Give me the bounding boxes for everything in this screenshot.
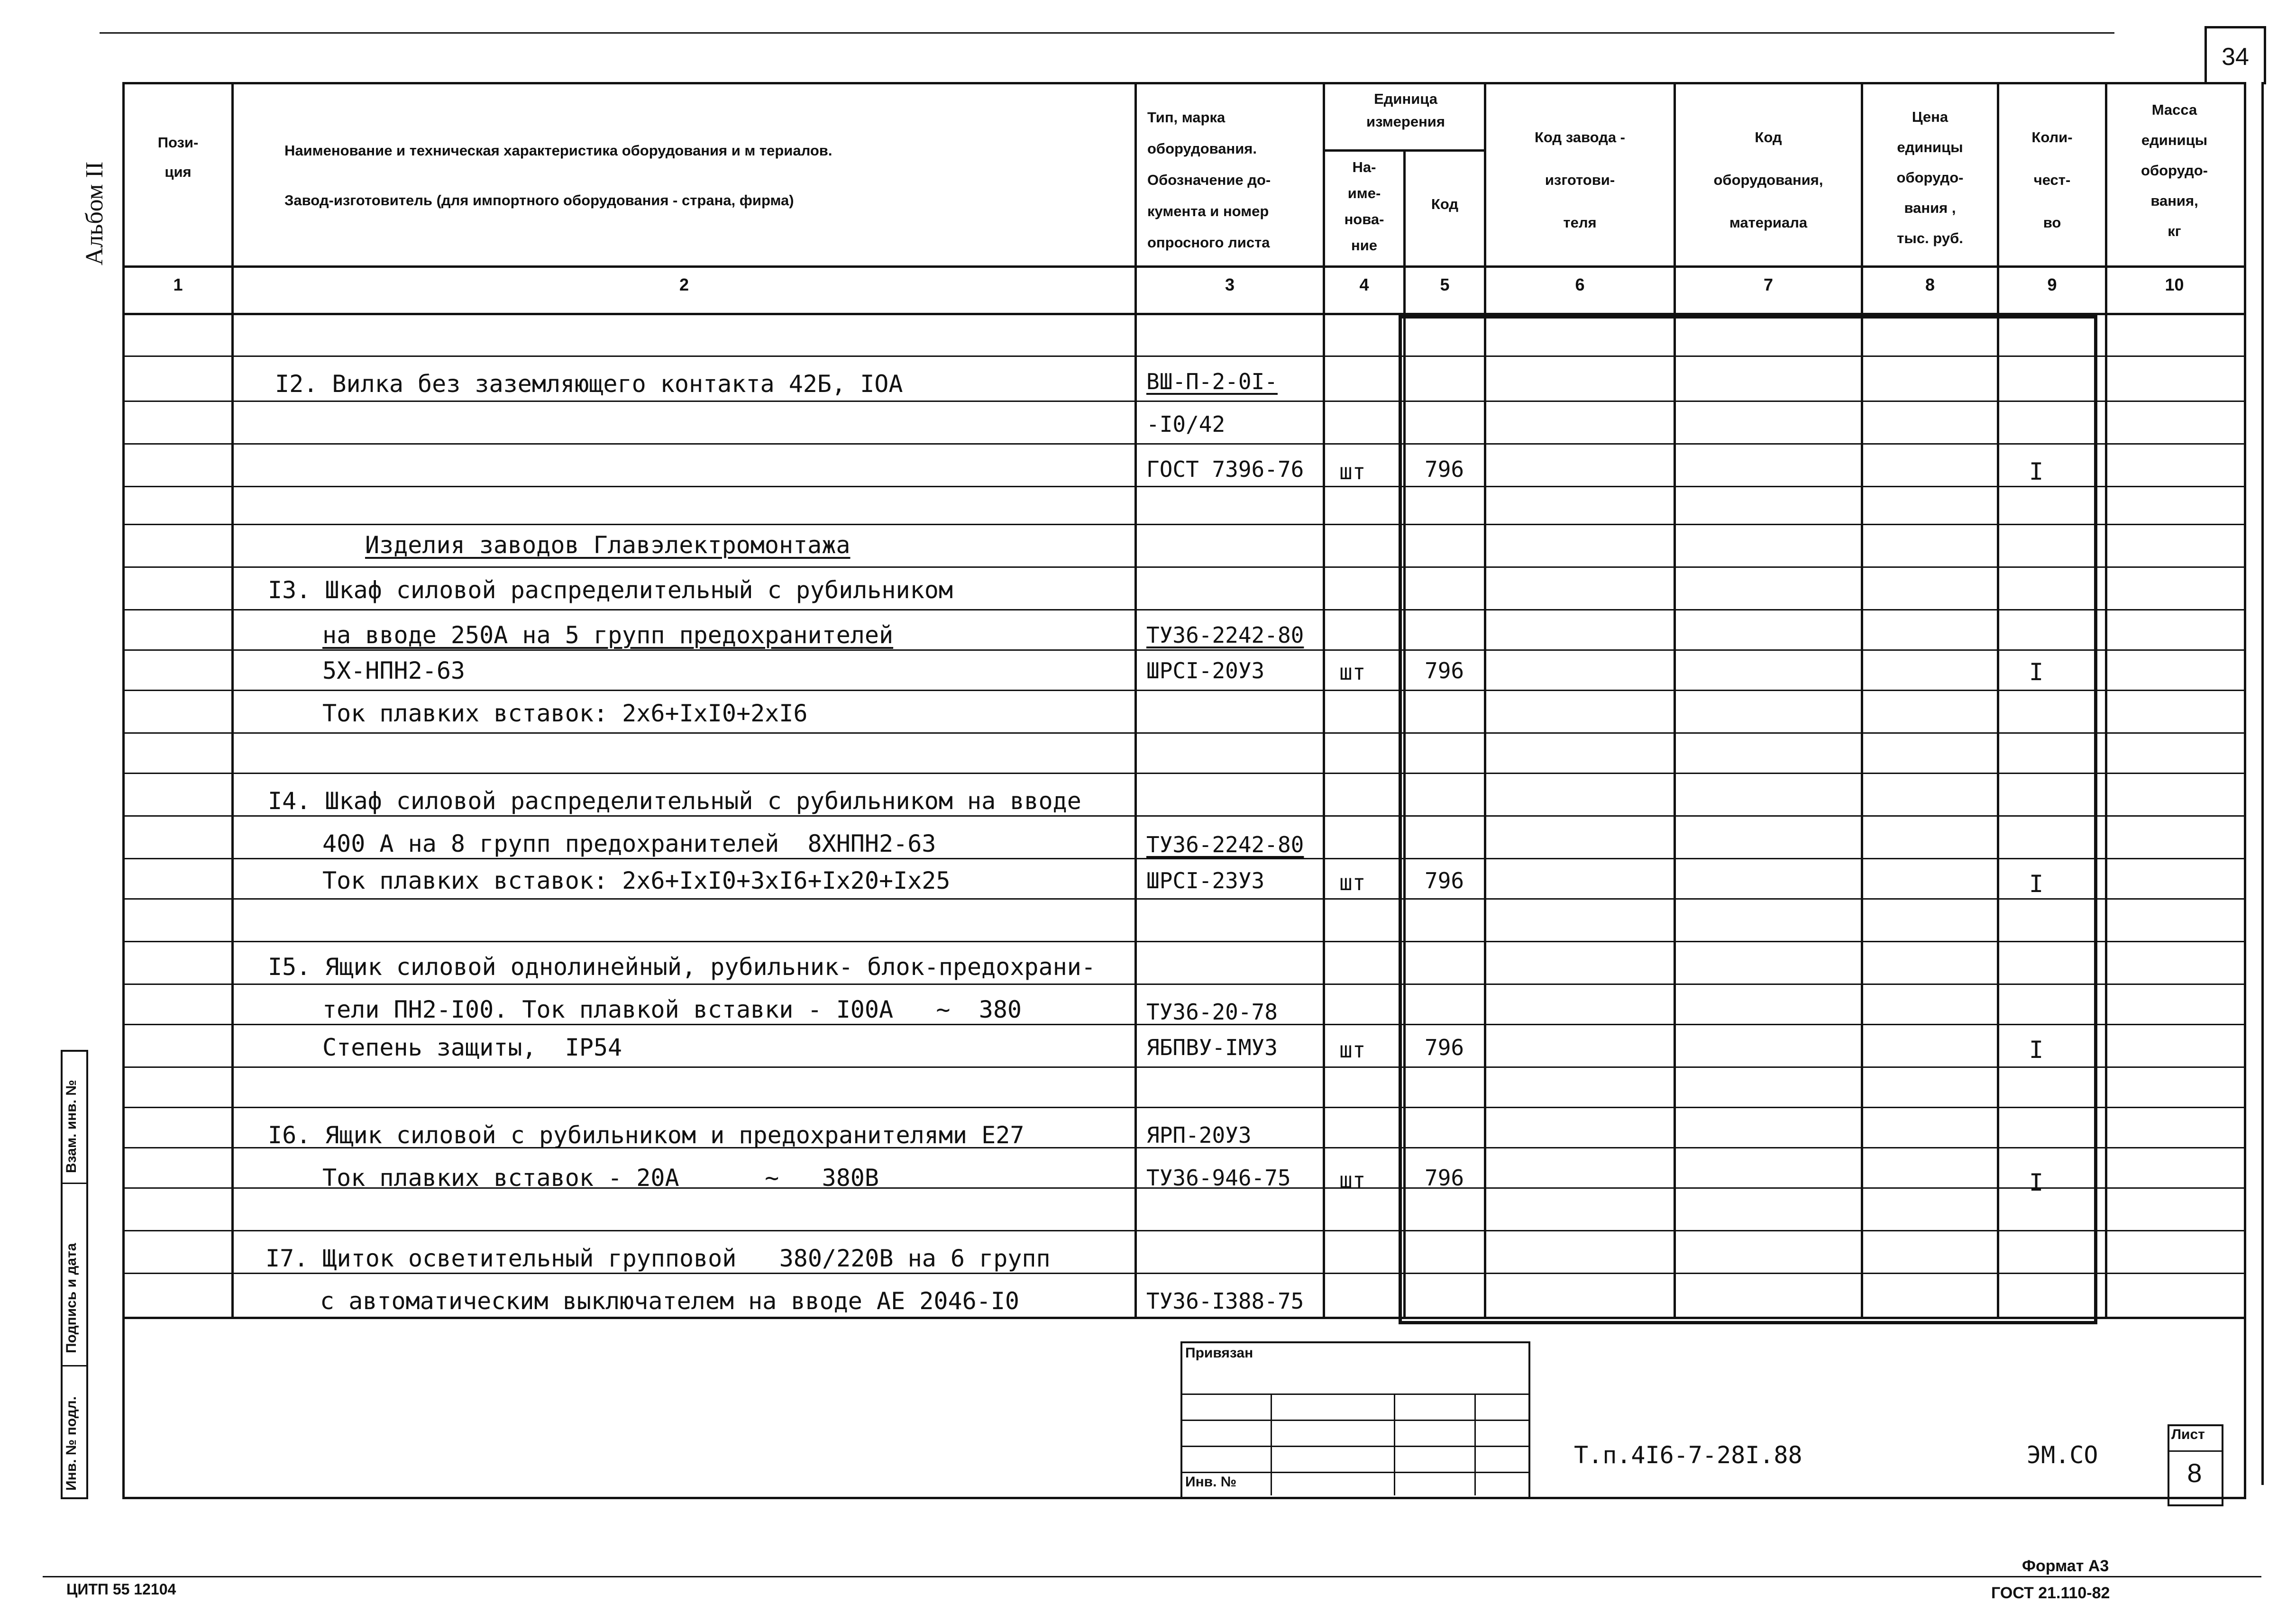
item-code: 796 — [1425, 1165, 1464, 1191]
header-price: Цена единицы оборудо- вания , тыс. руб. — [1896, 109, 1964, 246]
item-description: I7. Щиток осветительный групповой 380/220В на 6 групп — [265, 1245, 1051, 1272]
item-description: тели ПН2-I00. Ток плавкой вставки - I00А ~ 380 — [322, 996, 1022, 1023]
body-bottom — [122, 1317, 2244, 1319]
side-stamp-line — [61, 1183, 88, 1184]
col-line-9 — [2105, 82, 2107, 1317]
column-number: 7 — [1763, 275, 1774, 294]
title-block-vline — [1271, 1393, 1272, 1495]
item-description: Ток плавких вставок: 2х6+IхI0+3хI6+Iх20+Iх25 — [322, 867, 951, 894]
top-border-dashed — [100, 32, 2114, 34]
row-line — [122, 984, 2244, 985]
row-line — [122, 1230, 2244, 1231]
row-line — [122, 815, 2244, 817]
item-qty: I — [2029, 870, 2044, 898]
row-line — [122, 1273, 2244, 1274]
row-line — [122, 690, 2244, 691]
sheet-box-divider — [2168, 1450, 2222, 1452]
item-description: 5Х-НПН2-63 — [322, 657, 466, 684]
item-unit: шт — [1339, 459, 1366, 484]
item-description: 400 А на 8 групп предохранителей 8ХНПН2-63 — [322, 830, 936, 857]
sheet-label: Лист — [2171, 1427, 2205, 1442]
bottom-outer-border — [43, 1576, 2261, 1577]
item-type: ЯБПВУ-IМУ3 — [1146, 1035, 1278, 1060]
side-stamp-vzam: Взам. инв. № — [64, 1080, 79, 1173]
col-line-2 — [1134, 82, 1137, 1317]
column-number: 3 — [1225, 275, 1235, 294]
header-equipment-code: Код оборудования, материала — [1713, 129, 1823, 231]
item-type: ШРСI-20У3 — [1146, 658, 1265, 683]
right-outer-border — [2261, 82, 2264, 1485]
header-quantity: Коли- чест- во — [2031, 129, 2073, 231]
row-line — [122, 566, 2244, 568]
title-block-line — [1180, 1420, 1529, 1421]
item-description: I5. Ящик силовой однолинейный, рубильник- блок-предохрани- — [268, 953, 1096, 981]
unit-subheader-line — [1323, 149, 1486, 152]
item-type: ЯРП-20У3 — [1146, 1122, 1252, 1148]
page-number: 34 — [2222, 43, 2249, 71]
row-line — [122, 401, 2244, 402]
bold-box — [1399, 315, 2097, 1324]
section-heading: Изделия заводов Главэлектромонтажа — [365, 531, 851, 559]
item-code: 796 — [1425, 1035, 1464, 1060]
item-description: на вводе 250А на 5 групп предохранителей — [322, 621, 894, 649]
title-block-line — [1180, 1472, 1529, 1473]
item-unit: шт — [1339, 870, 1366, 895]
doc-section: ЭМ.СО — [2027, 1441, 2098, 1469]
header-unit-group: Единица измерения — [1366, 91, 1445, 130]
item-type: ТУ36-2242-80 — [1146, 832, 1304, 857]
citp-code: ЦИТП 55 12104 — [66, 1581, 176, 1598]
album-label: Альбом II — [81, 161, 108, 265]
column-number: 8 — [1925, 275, 1935, 294]
item-qty: I — [2029, 1036, 2044, 1064]
row-line — [122, 773, 2244, 774]
header-description: Наименование и техническая характеристика оборудования и м териалов. Завод-изготовитель (для импортного оборудования - страна, фирма) — [284, 142, 832, 209]
column-number: 9 — [2047, 275, 2057, 294]
header-divider — [122, 265, 2244, 268]
column-number: 1 — [173, 275, 183, 294]
side-stamp-line — [61, 1365, 88, 1366]
header-factory-code: Код завода - изготови- теля — [1534, 129, 1625, 231]
col-line-3 — [1323, 82, 1325, 1317]
item-type: ТУ36-946-75 — [1146, 1165, 1291, 1191]
title-block-vline — [1394, 1393, 1395, 1495]
item-code: 796 — [1425, 868, 1464, 893]
item-description: I6. Ящик силовой с рубильником и предохранителями Е27 — [268, 1121, 1025, 1149]
title-block-vline — [1474, 1393, 1476, 1495]
item-unit: шт — [1339, 1037, 1366, 1063]
item-description: I4. Шкаф силовой распределительный с рубильником на вводе — [268, 787, 1081, 815]
row-line — [122, 898, 2244, 900]
header-unit-code: Код — [1431, 196, 1459, 212]
column-number: 2 — [679, 275, 689, 294]
item-type: ТУ36-20-78 — [1146, 999, 1278, 1025]
item-description: I2. Вилка без заземляющего контакта 42Б, IОА — [275, 370, 903, 398]
row-line — [122, 732, 2244, 734]
item-unit: шт — [1339, 659, 1366, 685]
header-mass: Масса единицы оборудо- вания, кг — [2141, 101, 2208, 239]
gost-label: ГОСТ 21.110-82 — [1991, 1584, 2110, 1602]
item-type: -I0/42 — [1146, 411, 1226, 437]
privyazan-label: Привязан — [1185, 1345, 1253, 1361]
row-line — [122, 355, 2244, 357]
column-number: 10 — [2165, 275, 2184, 294]
item-description: Ток плавких вставок: 2х6+IхI0+2хI6 — [322, 700, 808, 727]
row-line — [122, 443, 2244, 445]
item-type: ТУ36-I388-75 — [1146, 1288, 1304, 1314]
column-number: 6 — [1575, 275, 1585, 294]
item-type: ТУ36-2242-80 — [1146, 622, 1304, 648]
side-stamp-signature: Подпись и дата — [64, 1243, 79, 1353]
row-line — [122, 1066, 2244, 1068]
row-line — [122, 1107, 2244, 1108]
sheet-number: 8 — [2187, 1458, 2202, 1488]
column-number: 4 — [1359, 275, 1369, 294]
item-qty: I — [2029, 458, 2044, 485]
item-description: Ток плавких вставок - 20А ~ 380В — [322, 1164, 879, 1192]
title-block-line — [1180, 1446, 1529, 1447]
row-line — [122, 649, 2244, 651]
item-code: 796 — [1425, 456, 1464, 482]
item-description: I3. Шкаф силовой распределительный с рубильником — [268, 576, 953, 604]
title-block-line — [1180, 1393, 1529, 1395]
item-description: Степень защиты, IР54 — [322, 1034, 622, 1061]
item-unit: шт — [1339, 1167, 1366, 1193]
inv-no-label: Инв. № — [1185, 1474, 1237, 1490]
header-type: Тип, марка оборудования. Обозначение до- кумента и номер опросного листа — [1147, 109, 1271, 251]
row-line — [122, 609, 2244, 610]
item-type: ВШ-П-2-0I- — [1146, 369, 1278, 394]
column-number: 5 — [1440, 275, 1450, 294]
doc-code: Т.п.4I6-7-28I.88 — [1574, 1441, 1802, 1469]
header-unit-name: На- име- нова- ние — [1344, 159, 1384, 254]
row-line — [122, 524, 2244, 525]
item-qty: I — [2029, 1169, 2044, 1196]
col-line-1 — [231, 82, 234, 1317]
row-line — [122, 486, 2244, 487]
format-label: Формат А3 — [2022, 1557, 2109, 1575]
header-position: Пози- ция — [157, 134, 199, 180]
item-qty: I — [2029, 658, 2044, 686]
item-type: ГОСТ 7396-76 — [1146, 456, 1304, 482]
item-description: с автоматическим выключателем на вводе АЕ 2046-I0 — [320, 1287, 1020, 1315]
item-code: 796 — [1425, 658, 1464, 683]
row-line — [122, 941, 2244, 942]
item-type: ШРСI-23У3 — [1146, 868, 1265, 893]
side-stamp-inv-podl: Инв. № подл. — [64, 1396, 79, 1491]
